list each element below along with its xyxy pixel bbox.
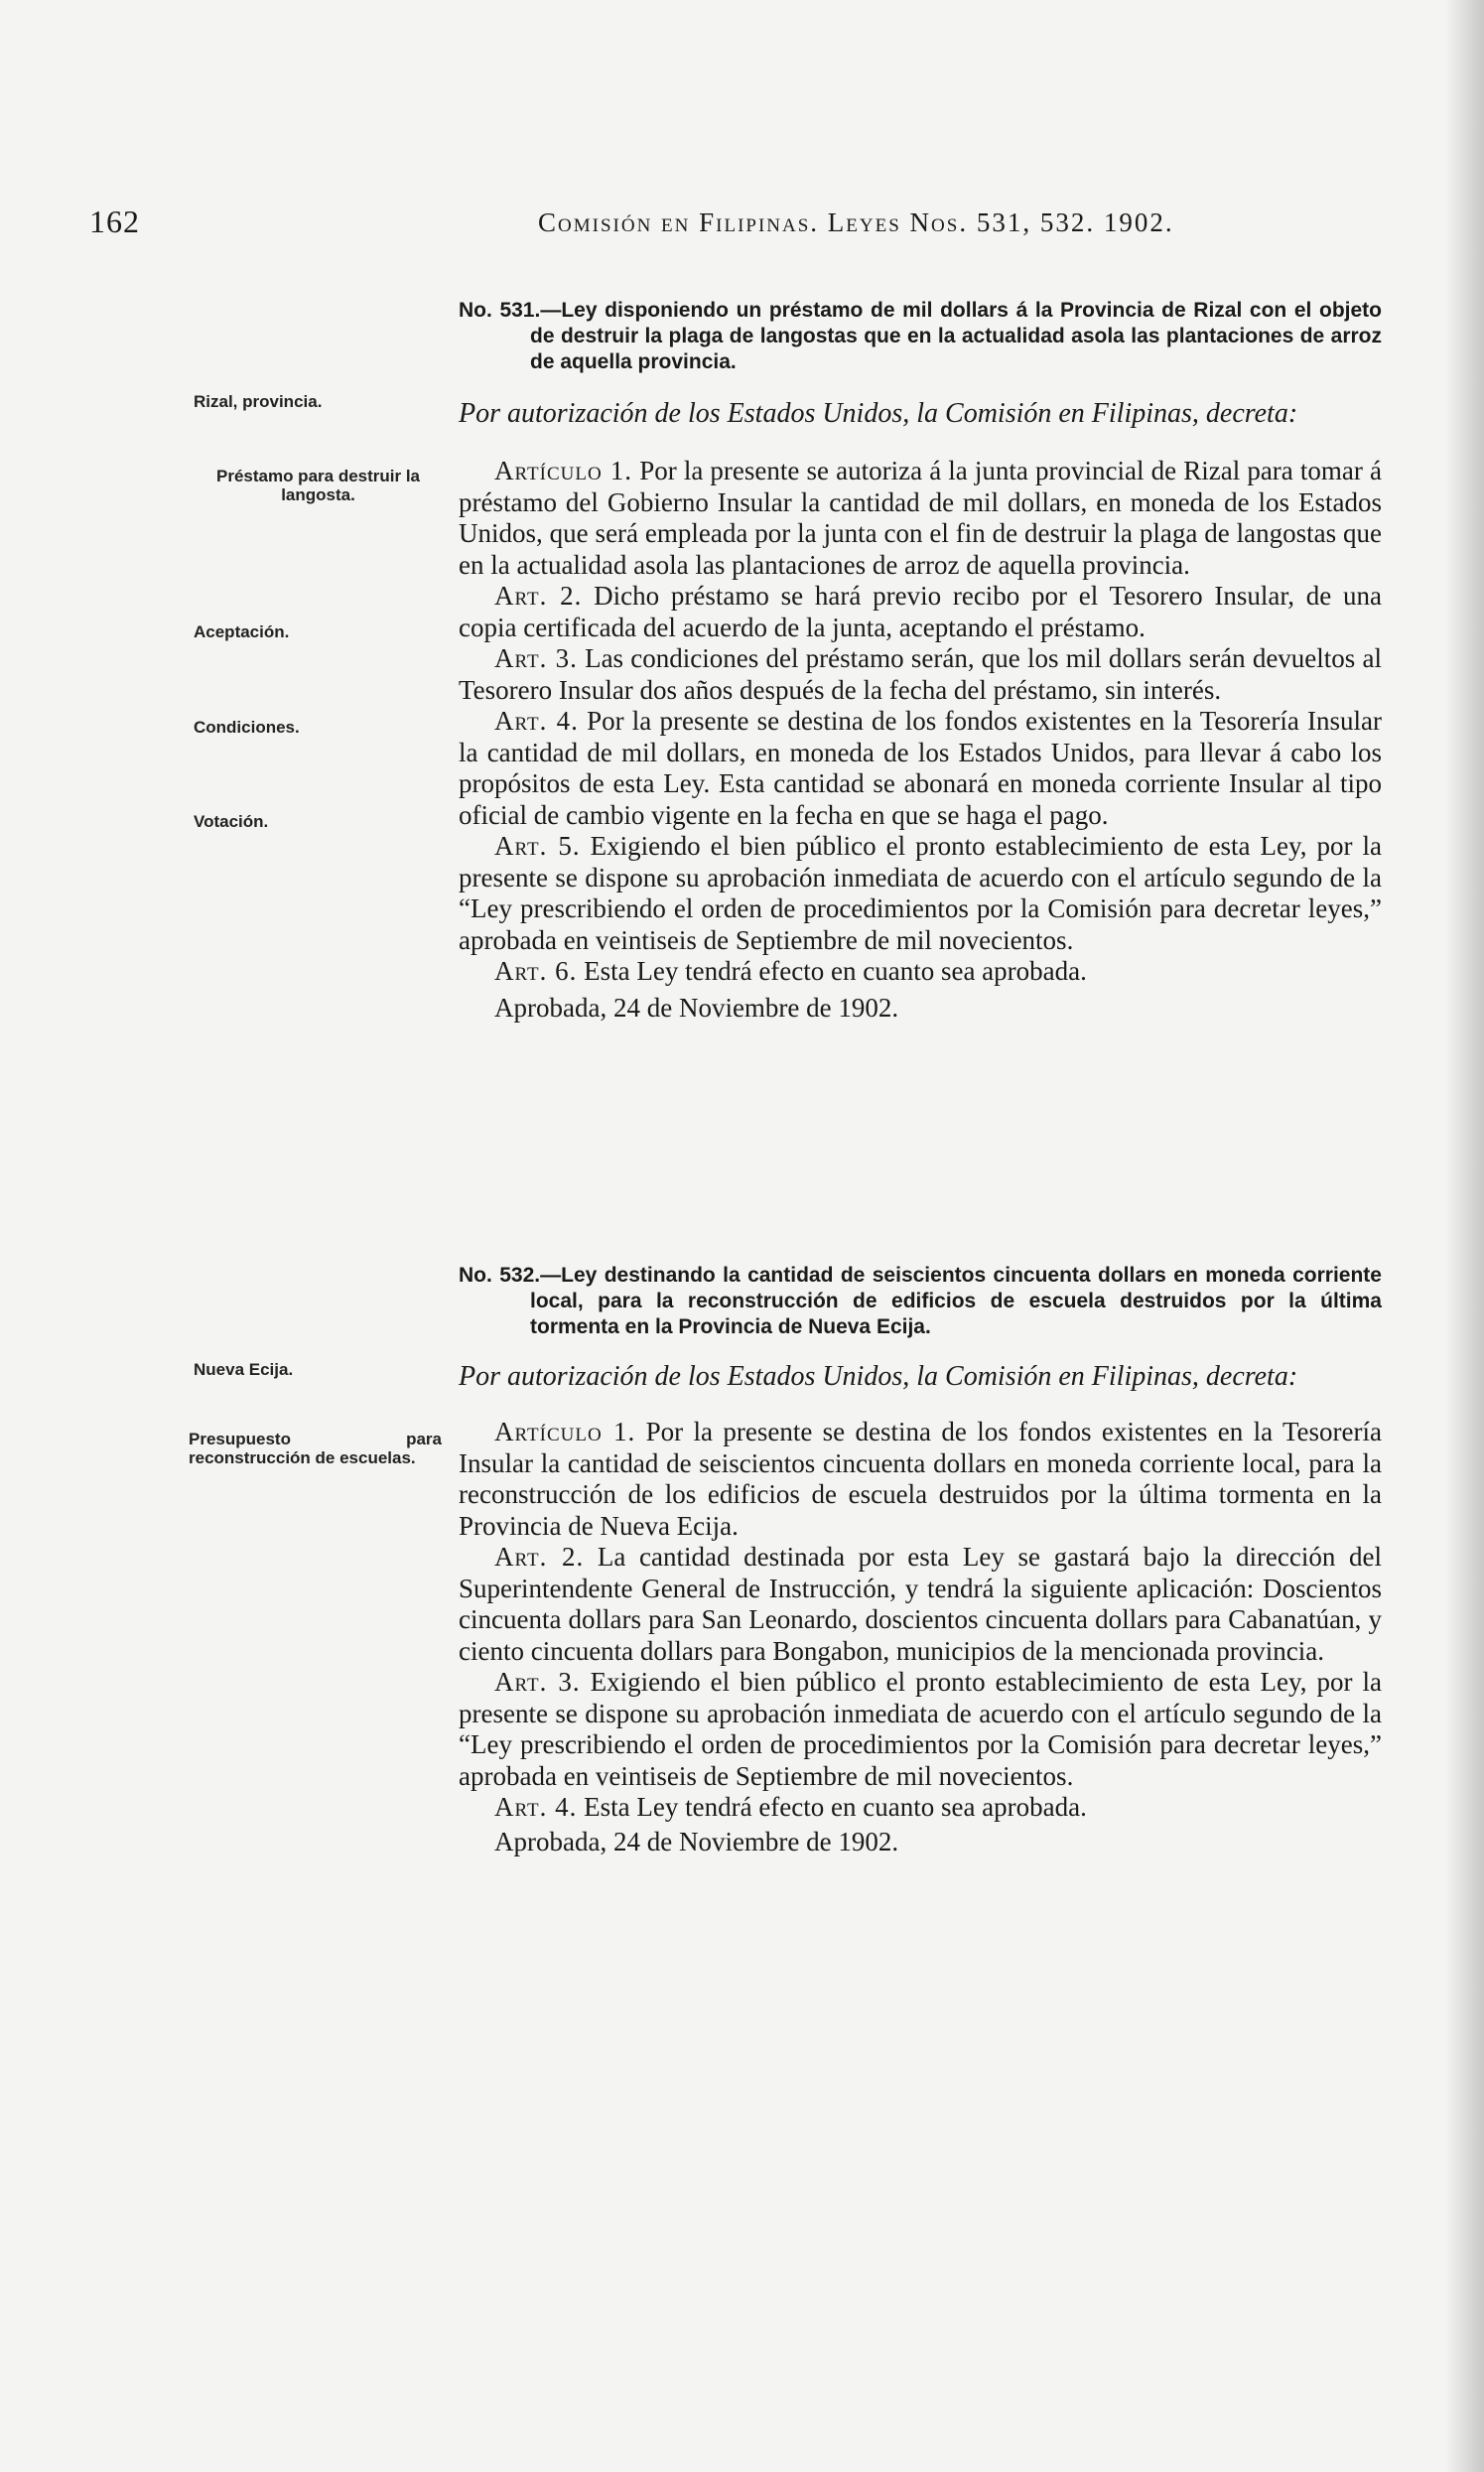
- law-531-number: No. 531.: [459, 299, 541, 322]
- law-531-article-1: [459, 456, 1382, 581]
- margin-note-aceptacion: Aceptación.: [194, 622, 290, 641]
- law-531-article-6: [459, 956, 1382, 988]
- law-532-preamble: Por autorización de los Estados Unidos, la Comisión en Filipinas, decreta:: [459, 1361, 1298, 1392]
- law-531-heading: [459, 298, 1382, 375]
- article-label: Art. 2.: [494, 1542, 585, 1572]
- law-532-approved: Aprobada, 24 de Noviembre de 1902.: [494, 1826, 899, 1856]
- running-title: Comisión en Filipinas. Leyes Nos. 531, 532. 1902.: [538, 207, 1174, 237]
- margin-note-nueva-ecija: Nueva Ecija.: [194, 1360, 294, 1379]
- law-531-article-3: [459, 643, 1382, 706]
- article-label: Artículo 1.: [494, 456, 633, 485]
- law-532-article-1: [459, 1417, 1382, 1542]
- margin-note-prestamo: Préstamo para destruir la langosta.: [215, 467, 421, 504]
- law-532-article-3: [459, 1667, 1382, 1792]
- law-531-approved: Aprobada, 24 de Noviembre de 1902.: [494, 992, 899, 1023]
- law-531-article-4: [459, 706, 1382, 831]
- article-text: Esta Ley tendrá efecto en cuanto sea aprobada.: [584, 1792, 1087, 1822]
- margin-note-rizal: Rizal, provincia.: [194, 392, 323, 411]
- law-531-article-2: [459, 581, 1382, 643]
- margin-note-presupuesto: Presupuesto para reconstrucción de escuelas.: [189, 1430, 442, 1467]
- article-text: Exigiendo el bien público el pronto establecimiento de esta Ley, por la presente se dispone su aprobación inmediata de acuerdo con el artículo segundo de la “Ley prescribiendo el orden de procedimientos por la Comisión para decretar leyes,” aprobada en veintiseis de Septiembre de mil novecientos.: [459, 1667, 1383, 1791]
- law-532-heading-text: —Ley destinando la cantidad de seiscientos cincuenta dollars en moneda corriente local, para la reconstrucción de edificios de escuela destruidos por la última tormenta en la Provincia de Nueva Ecija.: [530, 1264, 1382, 1338]
- article-text: Dicho préstamo se hará previo recibo por el Tesorero Insular, de una copia certificada del acuerdo de la junta, aceptando el préstamo.: [459, 581, 1383, 642]
- law-532: [459, 1263, 1382, 1857]
- law-532-heading: [459, 1263, 1382, 1340]
- article-label: Artículo 1.: [494, 1417, 636, 1446]
- law-531: [459, 298, 1382, 1024]
- article-label: Art. 3.: [494, 1667, 581, 1697]
- article-label: Art. 4.: [494, 706, 579, 736]
- article-label: Art. 3.: [494, 643, 578, 673]
- law-531-preamble: Por autorización de los Estados Unidos, la Comisión en Filipinas, decreta:: [459, 398, 1298, 429]
- law-531-article-5: [459, 831, 1382, 956]
- article-label: Art. 5.: [494, 831, 581, 861]
- article-text: Esta Ley tendrá efecto en cuanto sea aprobada.: [584, 956, 1087, 986]
- law-531-heading-text: —Ley disponiendo un préstamo de mil dollars á la Provincia de Rizal con el objeto de destruir la plaga de langostas que en la actualidad asola las plantaciones de arroz de aquella provincia.: [530, 299, 1382, 373]
- law-532-number: No. 532.: [459, 1264, 541, 1287]
- article-text: Exigiendo el bien público el pronto establecimiento de esta Ley, por la presente se dispone su aprobación inmediata de acuerdo con el artículo segundo de la “Ley prescribiendo el orden de procedimientos por la Comisión para decretar leyes,” aprobada en veintiseis de Septiembre de mil novecientos.: [459, 831, 1383, 955]
- article-label: Art. 4.: [494, 1792, 578, 1822]
- article-text: Las condiciones del préstamo serán, que los mil dollars serán devueltos al Tesorero Insular dos años después de la fecha del préstamo, sin interés.: [459, 643, 1382, 705]
- article-text: Por la presente se destina de los fondos existentes en la Tesorería Insular la cantidad de mil dollars, en moneda de los Estados Unidos, para llevar á cabo los propósitos de esta Ley. Esta cantidad se abonará en moneda corriente Insular al tipo oficial de cambio vigente en la fecha en que se haga el pago.: [459, 706, 1383, 830]
- margin-note-votacion: Votación.: [194, 812, 269, 831]
- margin-note-condiciones: Condiciones.: [194, 718, 300, 737]
- article-text: La cantidad destinada por esta Ley se gastará bajo la dirección del Superintendente General de Instrucción, y tendrá la siguiente aplicación: Doscientos cincuenta dollars para San Leonardo, doscientos cincuenta dollars para Cabanatúan, y ciento cincuenta dollars para Bongabon, municipios de la mencionada provincia.: [459, 1542, 1383, 1666]
- law-532-article-4: [459, 1792, 1382, 1824]
- running-header: [89, 204, 1320, 243]
- article-text: Por la presente se destina de los fondos existentes en la Tesorería Insular la cantidad de seiscientos cincuenta dollars en moneda corriente local, para la reconstrucción de los edificios de escuela destruidos por la última tormenta en la Provincia de Nueva Ecija.: [459, 1417, 1382, 1541]
- article-text: Por la presente se autoriza á la junta provincial de Rizal para tomar á préstamo del Gobierno Insular la cantidad de mil dollars, en moneda de los Estados Unidos, que será empleada por la junta con el fin de destruir la plaga de langostas que en la actualidad asola las plantaciones de arroz de aquella provincia.: [459, 456, 1382, 580]
- article-label: Art. 2.: [494, 581, 583, 611]
- article-label: Art. 6.: [494, 956, 578, 986]
- law-532-article-2: [459, 1542, 1382, 1667]
- scan-edge-shadow: [1444, 0, 1484, 2472]
- page-number: 162: [89, 204, 140, 239]
